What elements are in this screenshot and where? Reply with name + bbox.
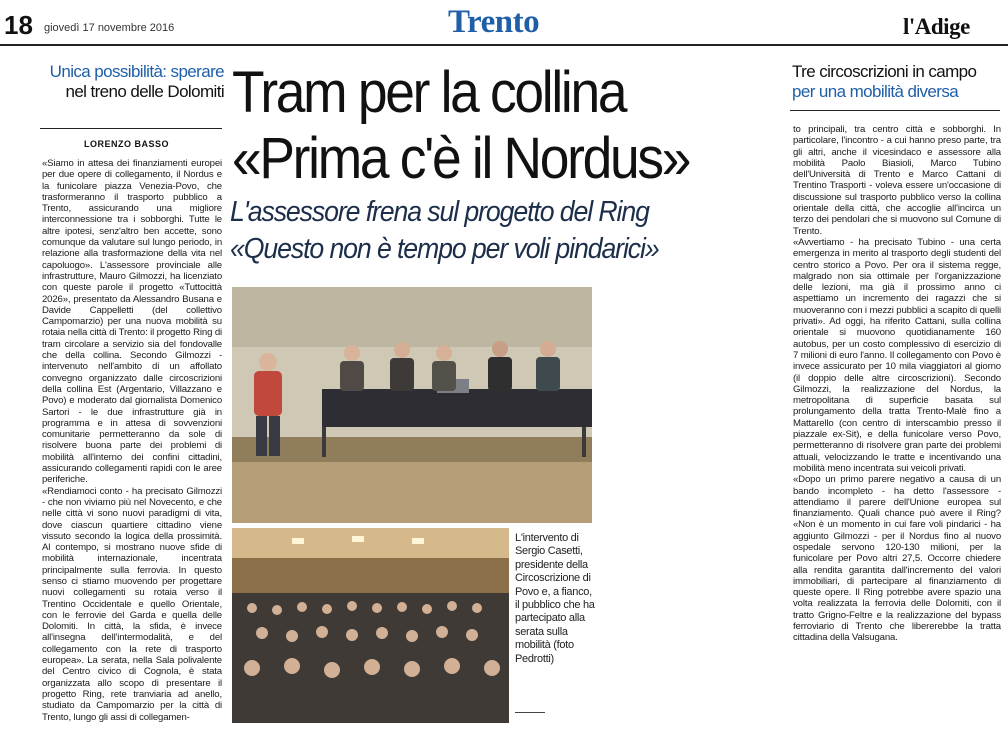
right-kicker-line2: per una mobilità diversa	[792, 82, 959, 101]
newspaper-name: l'Adige	[903, 14, 970, 39]
issue-date: giovedì 17 novembre 2016	[44, 22, 175, 34]
right-paragraph-1: to principali, tra centro città e sobborghi. In particolare, l'incontro - a cui hanno preso parte, tra gli altri, anche il vicesindaco e assessore alla mobilità Paolo Biasioli, Marco Tubino dell'Università di Trento e Marco Cattani di Trentino Trasporti - voleva essere un'occasione di discussione sul trasporto pubblico verso la collina orientale della città, che accoglie all'incirca un terzo dei pendolari che si muovono sul Comune di Trento.	[793, 124, 1001, 237]
page-number: 18	[4, 10, 33, 40]
right-kicker-line1: Tre circoscrizioni in campo	[792, 62, 977, 81]
right-paragraph-3: «Dopo un primo parere negativo a causa di un bando incompleto - ha detto l'assessore - attendiamo il parere dell'Unione europea sul finanziamento. Quali chance può avere il Ring? «Non è un momento in cui fare voli pindarici - ha aggiunto Gilmozzi - per il Nordus fino al nuovo ospedale servono 120-130 milioni, per la funicolare per Povo altri 27,5. Occorre chiedere alla rendita garantita dall'incremento del valori immobiliari, di partecipare al finanziamento di queste opere. Il Ring potrebbe avere spazio una volta realizzata la ferrovia delle Dolomiti, con il tratto Grigno-Feltre e la realizzazione del bypass ferroviario di Trento che libererebbe la tratta cittadina della Valsugana.	[793, 474, 1001, 644]
headline-line2: «Prima c'è il Nordus»	[232, 126, 690, 191]
photo-caption	[515, 532, 595, 666]
subheadline-line1: L'assessore frena sul progetto del Ring	[230, 196, 649, 228]
left-paragraph-2: «Rendiamoci conto - ha precisato Gilmozzi - che non viviamo più nel Novecento, e che nelle città vi sono nuovi paradigmi di vita, dove ciascun quartiere cittadino viene vissuto secondo la logica della prossimità. Al contempo, si mostrano nuove sfide di mobilità internazionale, incentrata principalmente sulla ferrovia. In questo senso ci stiamo muovendo per progettare nuovi collegamenti su rotaia verso il Trentino Occidentale e quello Orientale, con le ferrovie del Garda e quella delle Dolomiti. In città, la sfida, è invece all'insegna dell'intermodalità, e del collegamento con la rete di trasporto europea». La serata, nella Sala polivalente del Centro civico di Cognola, è stata organizzata allo scopo di presentare il progetto Ring, rete tranviaria ad anello, studiato da Campomarzio per la città di Trento, lungo gli assi di collegamen-	[42, 485, 222, 723]
left-paragraph-1: «Siamo in attesa dei finanziamenti europei per due opere di collegamento, il Nordus e la funicolare piazza Venezia-Povo, che trasformeranno il trasporto pubblico a Trento, assicurando una migliore interconnessione tra i sobborghi. Tutte le altre ipotesi, senz'altro ben accette, sono comunque da valutare sul lungo periodo, in relazione alla trasformazione della vita nel capoluogo». L'assessore provinciale alle infrastrutture, Mauro Gilmozzi, ha licenziato con queste parole il progetto «Tuttocittà 2026», presentato da Alessandro Busana e Davide Cappelletti (del collettivo Campomarzio) per una nuova mobilità su rotaia nella città di Trento: il progetto Ring di tram circolare a servizio sia del fondovalle che della collina. Secondo Gilmozzi - intervenuto nell'ambito di un affollato convegno organizzato dalle circoscrizioni della collina Est (Argentario, Villazzano e Povo) e moderato dal giornalista Domenico Sartori - le due infrastrutture già in programma e in attesa di sovvenzioni comunitarie permetteranno da sole di risolvere buona parte dei problemi di mobilità all'interno dei confini cittadini, assicurando collegamenti rapidi con le aree periferiche.	[42, 158, 222, 486]
left-kicker	[44, 62, 224, 102]
subheadline-line2: «Questo non è tempo per voli pindarici»	[230, 233, 659, 265]
right-kicker	[792, 62, 992, 102]
right-column	[793, 124, 1001, 736]
left-kicker-part1: Unica possibilità: sperare	[49, 62, 224, 81]
headline	[232, 60, 689, 192]
headline-line1: Tram per la collina	[232, 60, 626, 125]
left-kicker-rule	[40, 128, 222, 129]
left-kicker-part2: nel treno delle Dolomiti	[65, 82, 224, 101]
right-paragraph-2: «Avvertiamo - ha precisato Tubino - una certa emergenza in merito al trasporto degli studenti del centro storico a Povo. Per ora il sistema regge, malgrado non sia ottimale per l'organizzazione delle lezioni, ma già il prossimo anno ci aspettiamo un incremento dei ragazzi che si muoveranno con i mezzi pubblici a scapito di quelli privati». Ad oggi, ha riferito Cattani, sulla collina orientale si muovono quotidianamente 160 autobus, per un costo complessivo di esercizio di 7 milioni di euro l'anno. Il collegamento con Povo è invece assicurato per 10 mila viaggiatori al giorno (il doppio delle altre circoscrizioni). Secondo Gilmozzi, la realizzazione del Nordus, la metropolitana di superficie basata sul prolungamento della tratta Trento-Malè fino a Mattarello (con centro di interscambio presso il piazzale ex-Sit), e della funicolare verso Povo, permetteranno di risolvere gran parte dei problemi attuali, velocizzando le tratte e incentivando una mobilità meno incentrata sui veicoli privati.	[793, 236, 1001, 474]
left-column	[42, 158, 222, 736]
caption-rule	[515, 712, 545, 713]
byline: LORENZO BASSO	[84, 139, 170, 149]
caption-text: L'intervento di Sergio Casetti, presidente della Circoscrizione di Povo e, a fianco, il pubblico che ha partecipato alla serata sulla mobilità	[515, 532, 595, 652]
right-kicker-rule	[790, 110, 1000, 111]
subheadline	[230, 194, 659, 268]
photo-speakers-panel	[232, 287, 592, 523]
photo-audience	[232, 528, 509, 723]
header-rule	[0, 44, 1008, 46]
caption-credit: (foto Pedrotti)	[515, 639, 574, 665]
section-title: Trento	[448, 4, 540, 40]
